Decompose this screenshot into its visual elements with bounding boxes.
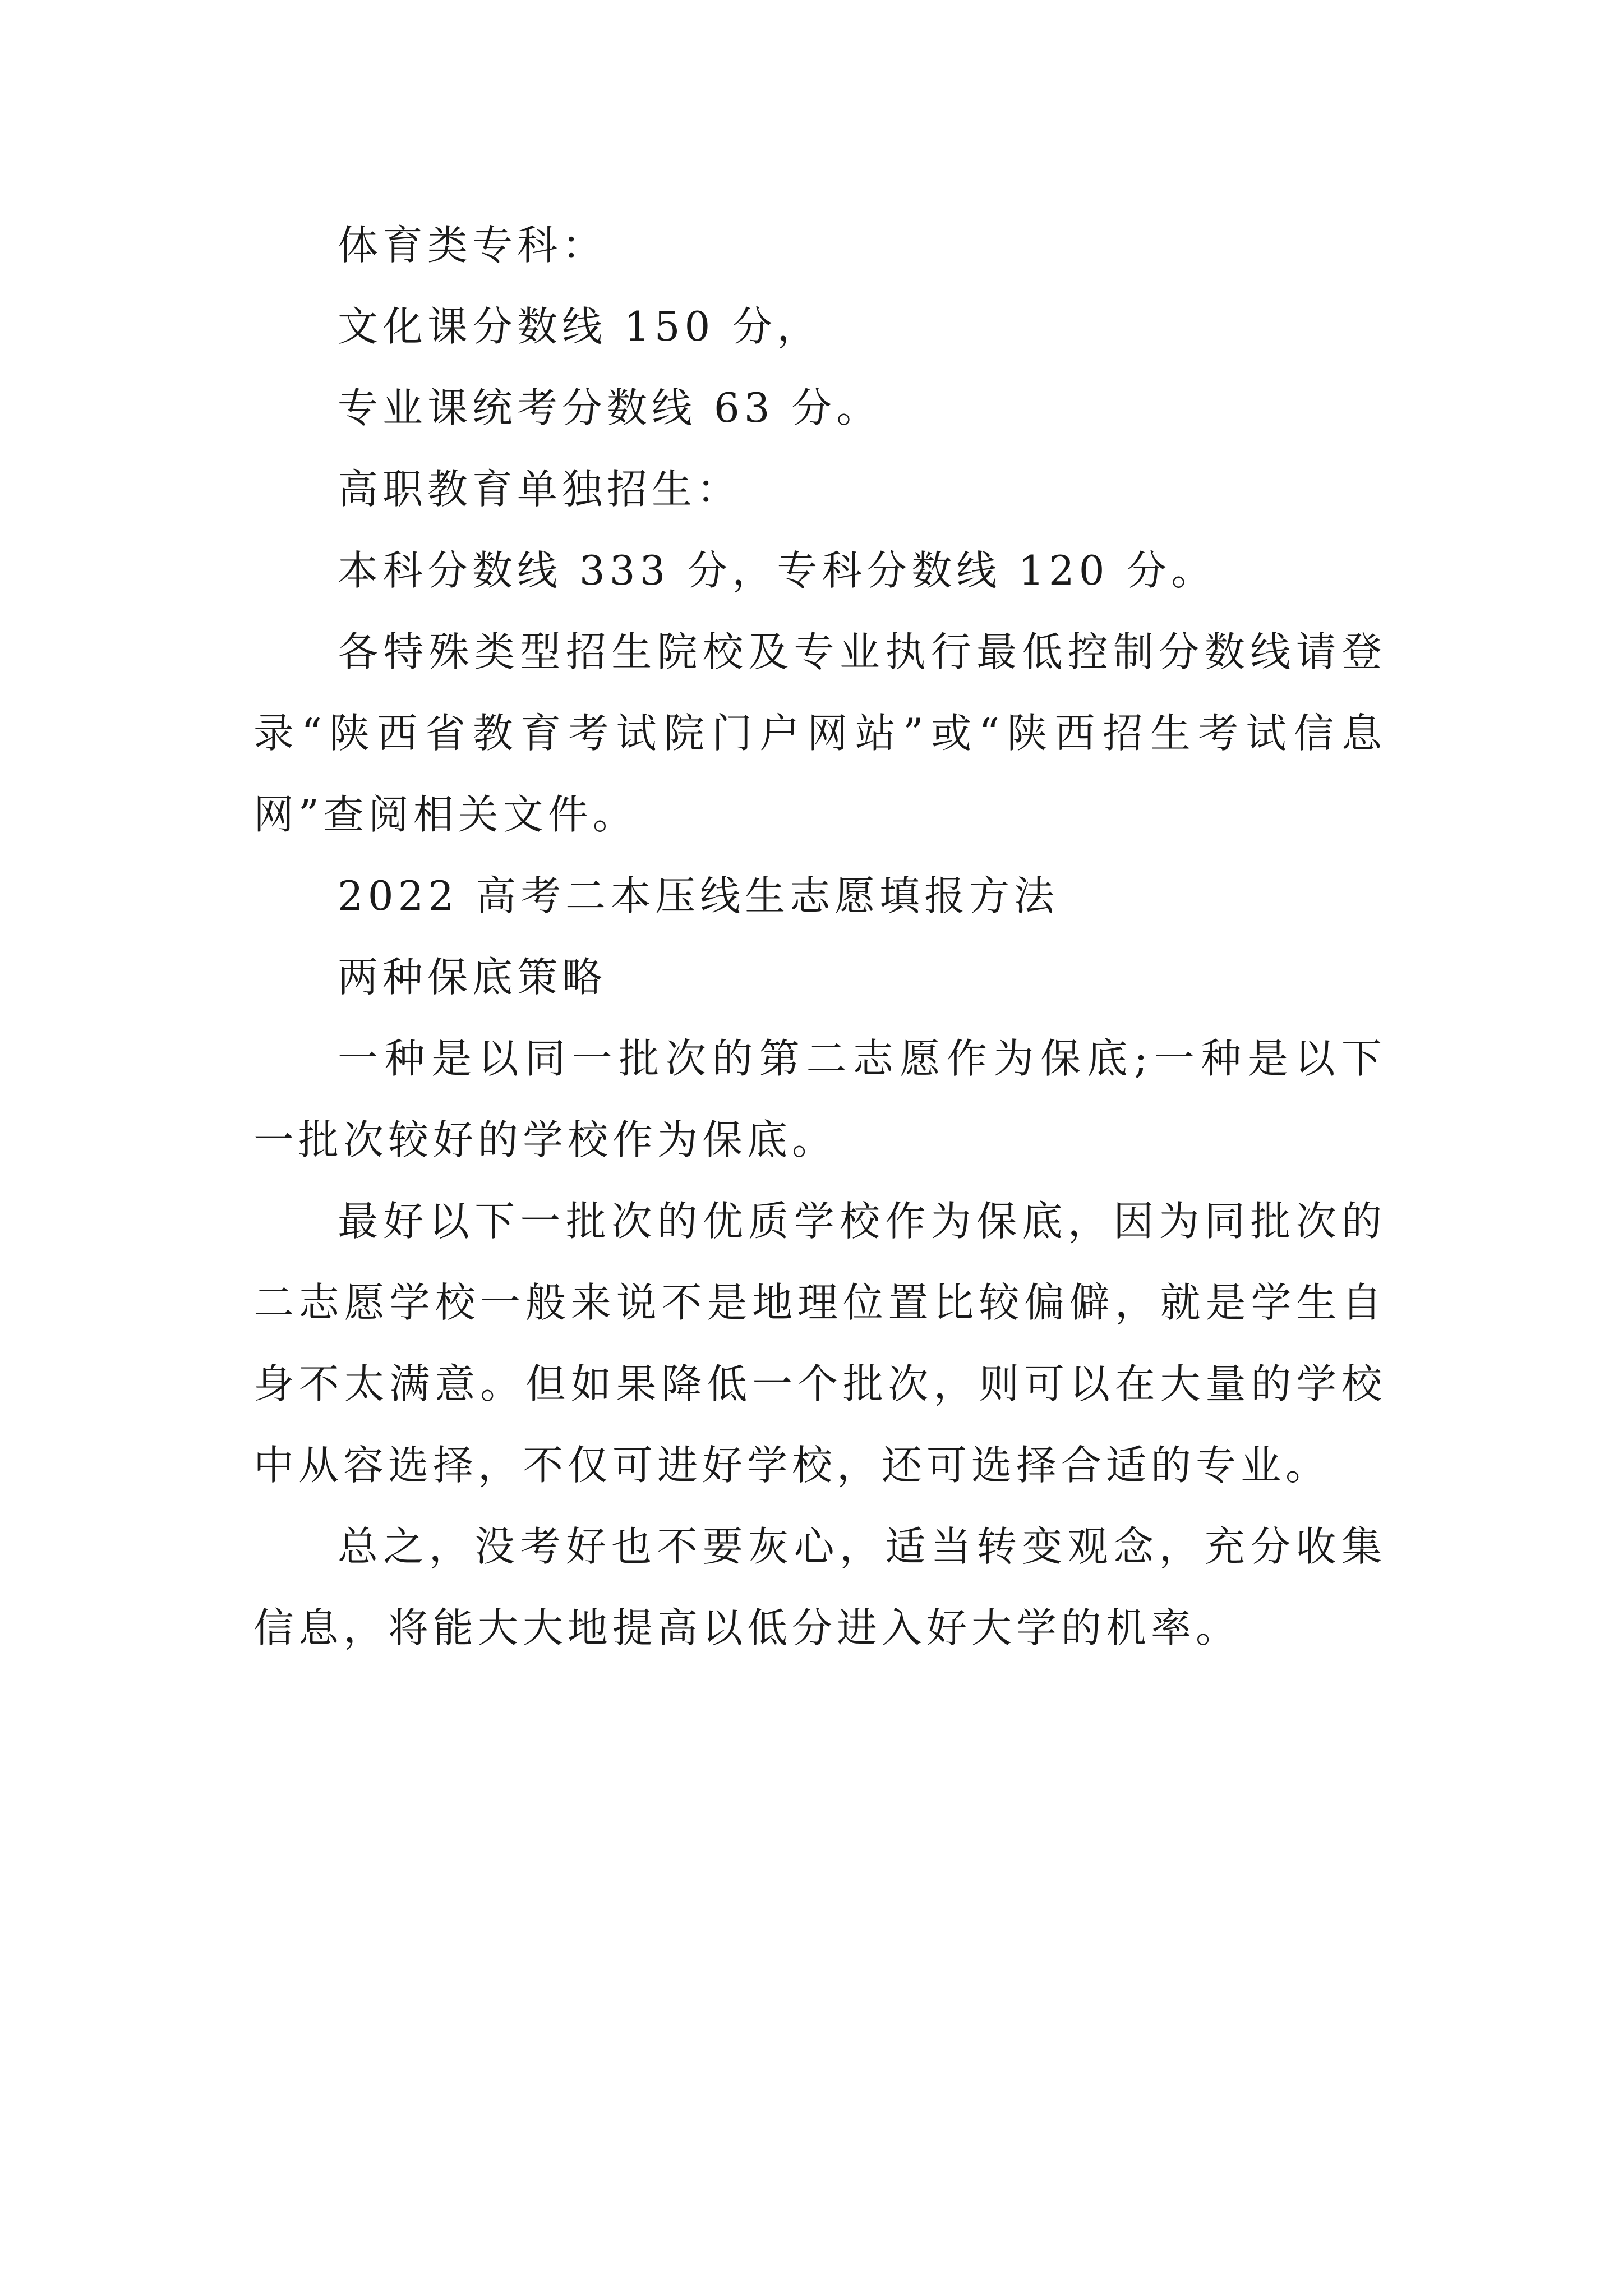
paragraph-section-title: 2022 高考二本压线生志愿填报方法 [338, 872, 1059, 919]
paragraph-sports-junior-college-heading: 体育类专科： [338, 222, 607, 269]
paragraph-recommendation: 最好以下一批次的优质学校作为保底，因为同批次的二志愿学校一般来说不是地理位置比较偏僻，就是学生自身不太满意。但如果降低一个批次，则可以在大量的学校中从容选择，不仅可进好学校，还可选择合适的专业。 [253, 1198, 1386, 1489]
paragraph-vocational-score-lines: 本科分数线 333 分，专科分数线 120 分。 [338, 547, 1216, 594]
paragraph-major-exam-score-line: 专业课统考分数线 63 分。 [338, 384, 882, 431]
paragraph-conclusion: 总之，没考好也不要灰心，适当转变观念，充分收集信息，将能大大地提高以低分进入好大学的机率。 [253, 1523, 1386, 1651]
paragraph-two-strategies-heading: 两种保底策略 [338, 954, 607, 1001]
paragraph-special-type-notice: 各特殊类型招生院校及专业执行最低控制分数线请登录“陕西省教育考试院门户网站”或“陕西招生考试信息网”查阅相关文件。 [253, 628, 1386, 838]
paragraph-culture-score-line: 文化课分数线 150 分， [338, 303, 822, 350]
paragraph-strategies-description: 一种是以同一批次的第二志愿作为保底;一种是以下一批次较好的学校作为保底。 [253, 1035, 1386, 1163]
paragraph-vocational-enrollment-heading: 高职教育单独招生： [338, 466, 742, 513]
document-body [253, 205, 1386, 1669]
